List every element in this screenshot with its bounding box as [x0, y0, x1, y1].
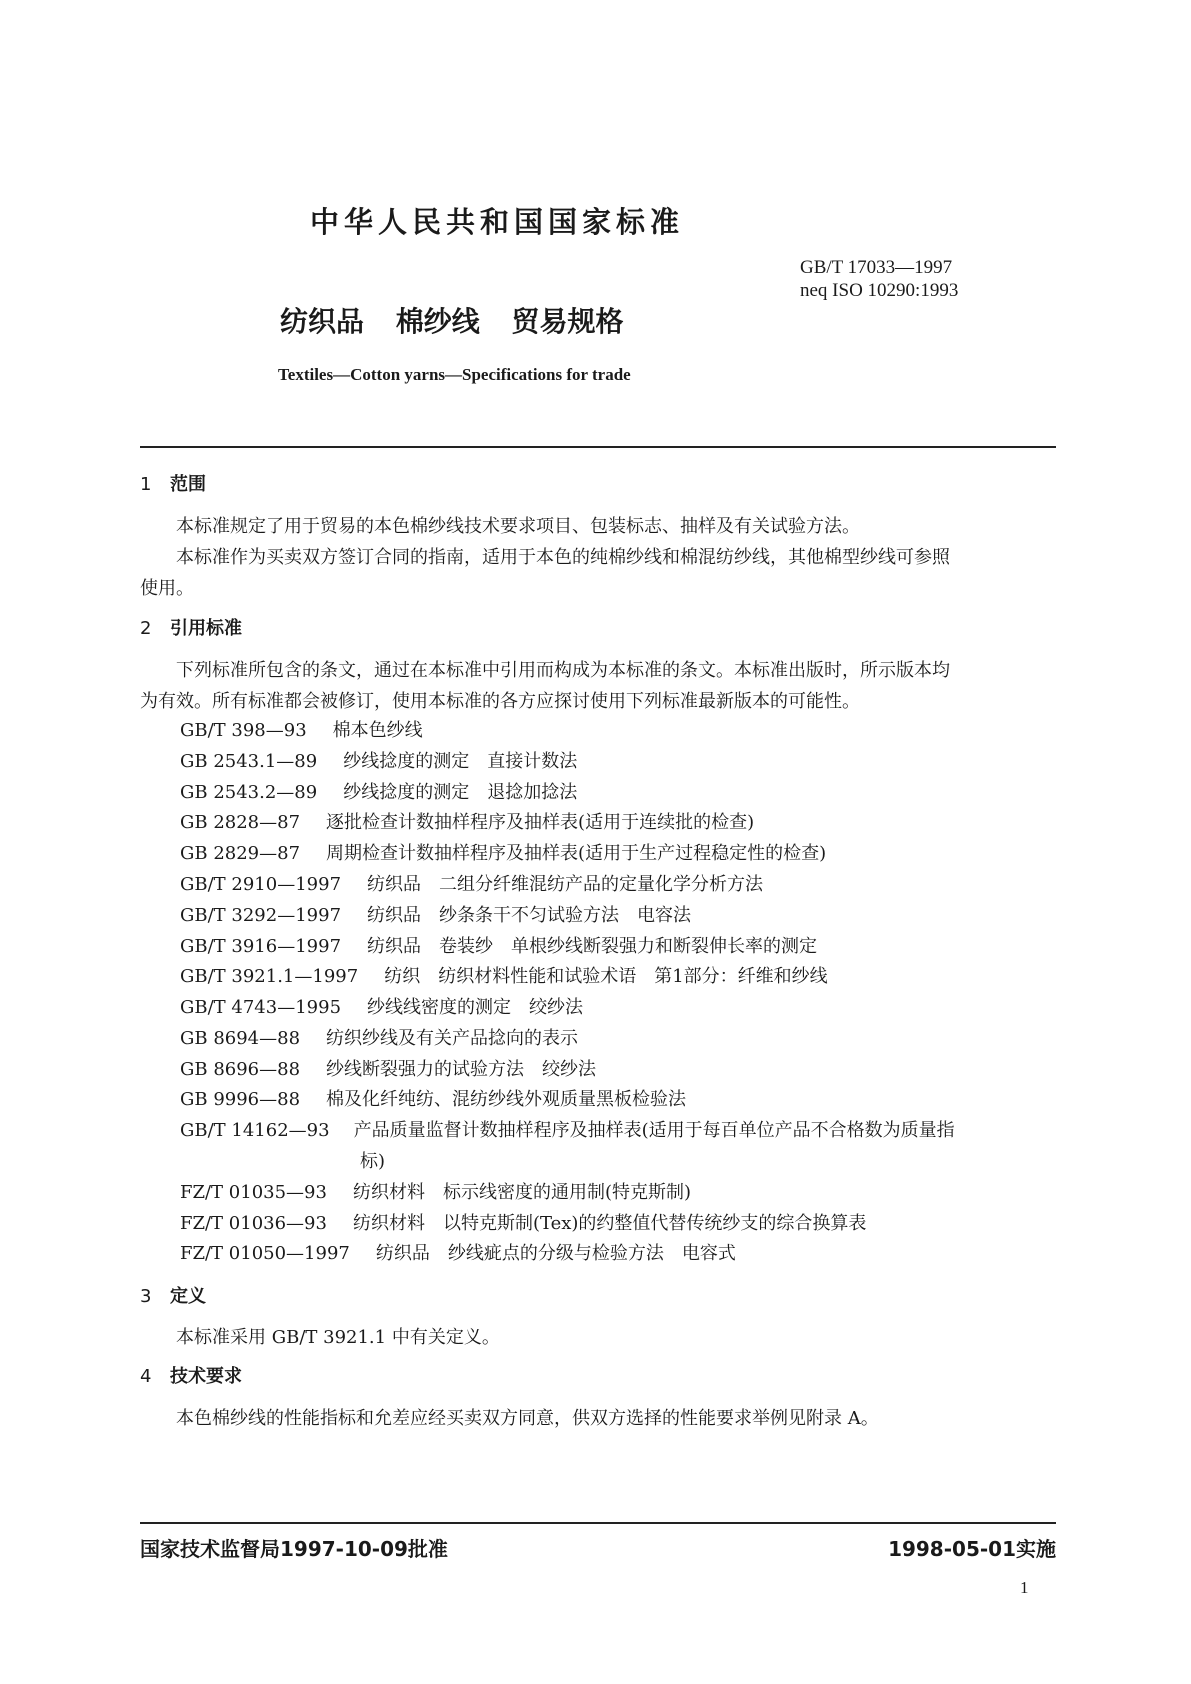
reference-code: GB/T 2910—1997: [180, 874, 342, 895]
section-title: 定义: [170, 1286, 206, 1307]
section-1-heading: [140, 470, 206, 496]
section-number: 2: [140, 618, 152, 639]
national-standard-heading: 中华人民共和国国家标准: [310, 205, 685, 239]
reference-title: 纺织品 纱线疵点的分级与检验方法 电容式: [375, 1243, 736, 1264]
reference-item: [180, 1055, 596, 1081]
reference-title: 纺织材料 标示线密度的通用制(特克斯制): [352, 1182, 691, 1203]
section-1-paragraph-2-continued: 使用。: [140, 578, 194, 599]
document-title-english: Textiles—Cotton yarns—Specifications for trade: [278, 365, 631, 384]
reference-item: [180, 962, 828, 988]
reference-title: 纺织品 卷装纱 单根纱线断裂强力和断裂伸长率的测定: [367, 936, 818, 957]
reference-code: GB 2543.1—89: [180, 751, 318, 772]
reference-code: GB/T 3916—1997: [180, 936, 342, 957]
approval-date: 国家技术监督局1997-10-09批准: [140, 1537, 448, 1561]
reference-item: [180, 870, 763, 896]
reference-item: [180, 1178, 691, 1204]
section-number: 4: [140, 1366, 152, 1387]
reference-title: 纱线断裂强力的试验方法 绞纱法: [326, 1059, 597, 1080]
reference-code: GB 2543.2—89: [180, 782, 318, 803]
reference-code: GB 9996—88: [180, 1089, 301, 1110]
reference-item: [180, 1085, 686, 1111]
reference-item: [180, 747, 577, 773]
reference-title: 纺织材料 以特克斯制(Tex)的约整值代替传统纱支的综合换算表: [352, 1213, 867, 1234]
reference-title: 逐批检查计数抽样程序及抽样表(适用于连续批的检查): [326, 812, 755, 833]
reference-title: 纺织品 纱条条干不匀试验方法 电容法: [367, 905, 692, 926]
reference-title: 纱线捻度的测定 直接计数法: [343, 751, 578, 772]
reference-title: 纺织 纺织材料性能和试验术语 第1部分：纤维和纱线: [384, 966, 828, 987]
reference-code: GB/T 398—93: [180, 720, 307, 741]
equivalence-code: neq ISO 10290:1993: [800, 280, 959, 301]
section-2-heading: [140, 614, 242, 640]
section-1-paragraph-2: 本标准作为买卖双方签订合同的指南，适用于本色的纯棉纱线和棉混纺纱线，其他棉型纱线可参照: [176, 547, 950, 568]
footer-divider: [140, 1522, 1056, 1524]
reference-title-continued: 标): [360, 1151, 386, 1172]
page-number: 1: [1020, 1578, 1029, 1597]
reference-code: GB/T 4743—1995: [180, 997, 342, 1018]
reference-code: GB 8696—88: [180, 1059, 301, 1080]
reference-code: GB 2828—87: [180, 812, 301, 833]
section-1-paragraph-1: 本标准规定了用于贸易的本色棉纱线技术要求项目、包装标志、抽样及有关试验方法。: [176, 516, 860, 537]
section-title: 范围: [170, 474, 206, 495]
reference-code: GB 2829—87: [180, 843, 301, 864]
reference-item: [180, 1239, 736, 1265]
reference-code: FZ/T 01036—93: [180, 1213, 327, 1234]
section-3-paragraph-1: 本标准采用 GB/T 3921.1 中有关定义。: [176, 1327, 500, 1348]
implementation-date: 1998-05-01实施: [888, 1537, 1056, 1561]
reference-code: GB 8694—88: [180, 1028, 301, 1049]
reference-code: GB/T 3292—1997: [180, 905, 342, 926]
section-number: 1: [140, 474, 152, 495]
reference-item: [180, 778, 577, 804]
document-title-chinese: 纺织品 棉纱线 贸易规格: [280, 305, 624, 338]
reference-title: 棉本色纱线: [332, 720, 423, 741]
header-divider: [140, 446, 1056, 448]
reference-item: [180, 993, 583, 1019]
reference-title: 产品质量监督计数抽样程序及抽样表(适用于每百单位产品不合格数为质量指: [353, 1120, 955, 1141]
section-3-heading: [140, 1282, 206, 1308]
reference-title: 周期检查计数抽样程序及抽样表(适用于生产过程稳定性的检查): [326, 843, 827, 864]
reference-title: 纱线线密度的测定 绞纱法: [367, 997, 584, 1018]
reference-title: 纺织纱线及有关产品捻向的表示: [326, 1028, 579, 1049]
section-4-paragraph-1: 本色棉纱线的性能指标和允差应经买卖双方同意，供双方选择的性能要求举例见附录 A。: [176, 1408, 879, 1429]
section-2-paragraph-1: 下列标准所包含的条文，通过在本标准中引用而构成为本标准的条文。本标准出版时，所示版本均: [176, 660, 950, 681]
reference-title: 纱线捻度的测定 退捻加捻法: [343, 782, 578, 803]
standard-code: GB/T 17033—1997: [800, 257, 953, 278]
reference-code: GB/T 3921.1—1997: [180, 966, 359, 987]
reference-item: [180, 808, 754, 834]
section-title: 技术要求: [170, 1366, 242, 1387]
reference-title: 棉及化纤纯纺、混纺纱线外观质量黑板检验法: [326, 1089, 687, 1110]
reference-item: [180, 839, 826, 865]
section-2-paragraph-1-continued: 为有效。所有标准都会被修订，使用本标准的各方应探讨使用下列标准最新版本的可能性。: [140, 691, 860, 712]
reference-item: [180, 1116, 955, 1142]
section-number: 3: [140, 1286, 152, 1307]
reference-code: GB/T 14162—93: [180, 1120, 330, 1141]
reference-title: 纺织品 二组分纤维混纺产品的定量化学分析方法: [367, 874, 764, 895]
reference-code: FZ/T 01050—1997: [180, 1243, 350, 1264]
section-title: 引用标准: [170, 618, 242, 639]
reference-item: [180, 932, 817, 958]
reference-item: [180, 901, 691, 927]
reference-item: [180, 716, 423, 742]
reference-item: [180, 1024, 578, 1050]
reference-item: [180, 1209, 866, 1235]
reference-code: FZ/T 01035—93: [180, 1182, 327, 1203]
section-4-heading: [140, 1362, 242, 1388]
